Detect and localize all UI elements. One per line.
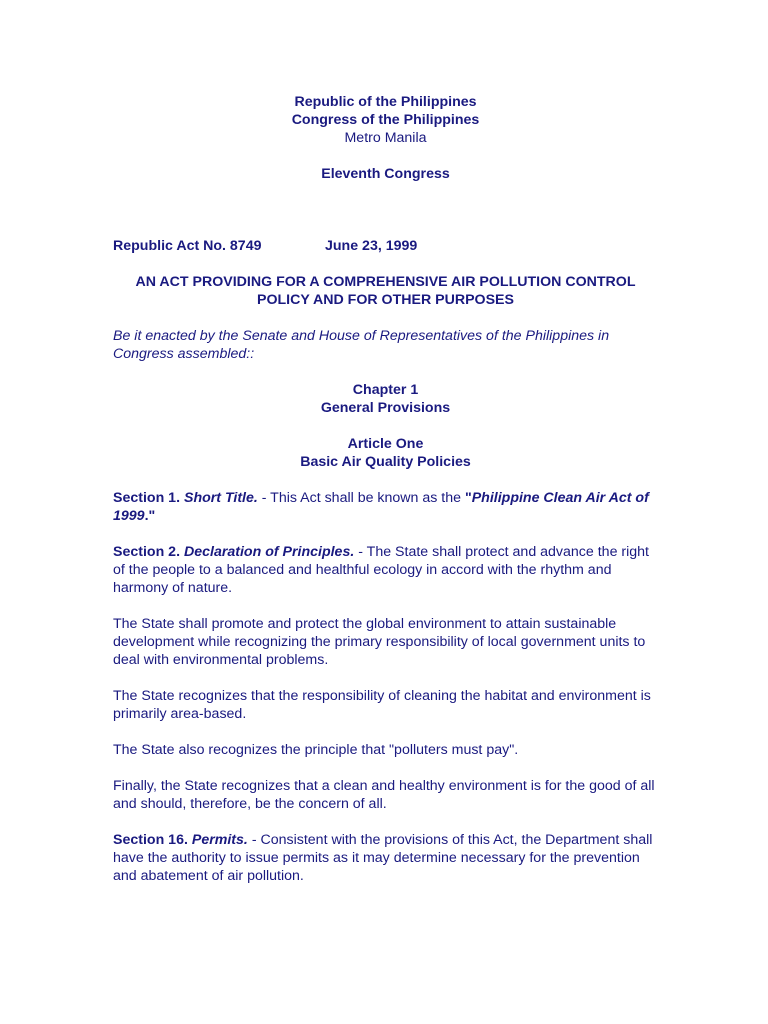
chapter-heading [113, 381, 658, 417]
section-1-quoted-title: Philippine Clean Air Act of 1999 [113, 490, 649, 524]
section-2-text: - The State shall protect and advance the right of the people to a balanced and healthful ecology in accord with the rhythm and harmony of nature. [113, 544, 649, 596]
article-heading [113, 435, 658, 471]
header-line-1: Republic of the Philippines [294, 94, 477, 110]
header-line-3: Metro Manila [344, 130, 427, 146]
article-label: Article One [347, 436, 424, 452]
section-2 [113, 543, 658, 597]
section-2-heading: Declaration of Principles. [183, 544, 355, 560]
act-title-line-1: AN ACT PROVIDING FOR A COMPREHENSIVE AIR POLLUTION CONTROL [135, 274, 636, 290]
section-16-label: Section 16. [113, 832, 188, 848]
paragraph: The State also recognizes the principle that "polluters must pay". [113, 742, 519, 758]
section-16-heading: Permits. [191, 832, 248, 848]
enacting-clause: Be it enacted by the Senate and House of Representatives of the Philippines in Congress assembled:: [113, 328, 610, 362]
paragraph: The State recognizes that the responsibility of cleaning the habitat and environment is primarily area-based. [113, 688, 651, 722]
article-title: Basic Air Quality Policies [300, 454, 471, 470]
paragraph: The State shall promote and protect the global environment to attain sustainable development while recognizing the primary responsibility of local government units to deal with environmental problems. [113, 616, 646, 668]
act-title-line-2: POLICY AND FOR OTHER PURPOSES [257, 292, 514, 308]
section-1-quote-open: " [464, 490, 472, 506]
chapter-label: Chapter 1 [352, 382, 419, 398]
header-line-2: Congress of the Philippines [291, 112, 480, 128]
paragraph: Finally, the State recognizes that a clean and healthy environment is for the good of all and should, therefore, be the concern of all. [113, 778, 655, 812]
section-16 [113, 831, 658, 885]
act-date: June 23, 1999 [325, 238, 418, 254]
section-1-label: Section 1. [113, 490, 181, 506]
section-1-heading: Short Title. [183, 490, 258, 506]
section-1 [113, 489, 658, 525]
section-1-quote-close: ." [144, 508, 156, 524]
act-number: Republic Act No. 8749 [113, 238, 262, 254]
congress-title: Eleventh Congress [321, 166, 450, 182]
section-16-text: - Consistent with the provisions of this Act, the Department shall have the authority to issue permits as it may determine necessary for the prevention and abatement of air pollution. [113, 832, 653, 884]
section-1-text: - This Act shall be known as the [257, 490, 465, 506]
chapter-title: General Provisions [320, 400, 451, 416]
document-body [113, 93, 658, 885]
act-title [113, 273, 658, 309]
section-2-label: Section 2. [113, 544, 181, 560]
act-number-line [113, 237, 658, 255]
